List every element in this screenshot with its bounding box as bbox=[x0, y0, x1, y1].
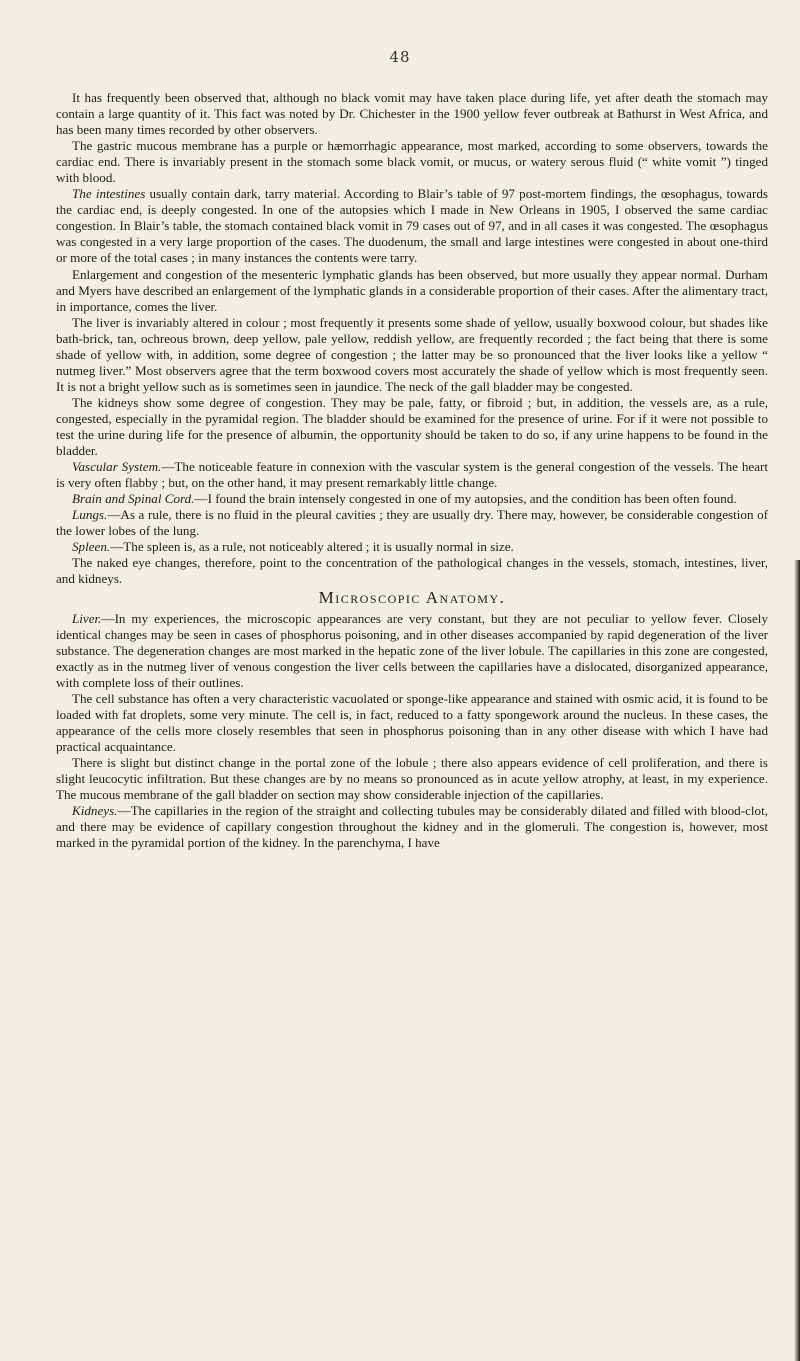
page-body bbox=[56, 90, 768, 851]
paragraph bbox=[56, 539, 768, 555]
paragraph-text: —As a rule, there is no fluid in the pleural cavities ; they are usually dry. There may, however, be considerable congestion of the lower lobes of the lung. bbox=[56, 507, 768, 539]
paragraph bbox=[56, 395, 768, 459]
page-edge-shadow bbox=[794, 560, 800, 1361]
paragraph bbox=[56, 507, 768, 539]
paragraph bbox=[56, 267, 768, 315]
paragraph-lead: Liver. bbox=[72, 610, 102, 626]
paragraph-text: The kidneys show some degree of congestion. They may be pale, fatty, or fibroid ; but, in addition, the vessels are, as a rule, congested, especially in the pyramidal region. The bladder should be examined for the presence of urine. For if it were not possible to test the urine during life for the presence of albumin, the opportunity should be taken to do so, if any urine happens to be found in the bladder. bbox=[56, 394, 768, 459]
paragraph-text: —The capillaries in the region of the straight and collecting tubules may be considerably dilated and filled with blood-clot, and there may be evidence of capillary congestion throughout the kidney and in the glomeruli. The congestion is, however, most marked in the pyramidal portion of the kidney. In the parenchyma, I have bbox=[56, 803, 768, 851]
paragraph-text: The liver is invariably altered in colour ; most frequently it presents some shade of yellow, usually boxwood colour, but shades like bath-brick, tan, ochreous brown, deep yellow, pale yellow, reddish yellow, are frequently recorded ; the fact being that there is some shade of yellow with, in addition, some degree of congestion ; the latter may be so pronounced that the liver looks like a yellow “ nutmeg liver.” Most observers agree that the term boxwood covers most accurately the shade of yellow which is most frequently seen. It is not a bright yellow such as is sometimes seen in jaundice. The neck of the gall bladder may be congested. bbox=[56, 314, 768, 394]
paragraph bbox=[56, 691, 768, 755]
paragraph-lead: Lungs. bbox=[72, 507, 108, 523]
paragraph-lead: Kidneys. bbox=[72, 803, 118, 819]
paragraph bbox=[56, 803, 768, 851]
paragraph bbox=[56, 315, 768, 395]
microscopic-anatomy-section bbox=[56, 611, 768, 852]
paragraph-lead: Spleen. bbox=[72, 539, 111, 555]
paragraph-text: usually contain dark, tarry material. According to Blair’s table of 97 post-mortem findings, the œsophagus, towards the cardiac end, is deeply congested. In one of the autopsies which I made in New Orleans in 1905, I observed the same cardiac congestion. In Blair’s table, the stomach contained black vomit in 79 cases out of 97, and in all cases it was congested. The œsophagus was congested in a very large proportion of the cases. The duodenum, the small and large intestines were congested in about one-third or more of the total cases ; in many instances the contents were tarry. bbox=[56, 186, 768, 266]
paragraph bbox=[56, 755, 768, 803]
paragraph-text: The cell substance has often a very characteristic vacuolated or sponge-like appearance and stained with osmic acid, it is found to be loaded with fat droplets, some very minute. The cell is, in fact, reduced to a fatty spongework around the nucleus. In these cases, the appearance of the cells more closely resembles that seen in phosphorus poisoning than in any other disease with which I have had practical acquaintance. bbox=[56, 690, 768, 754]
naked-eye-findings-section bbox=[56, 90, 768, 587]
paragraph-text: There is slight but distinct change in the portal zone of the lobule ; there also appears evidence of cell proliferation, and there is slight leucocytic infiltration. But these changes are by no means so pronounced as in acute yellow atrophy, at least, in my experience. The mucous membrane of the gall bladder on section may show considerable injection of the capillaries. bbox=[56, 754, 768, 803]
paragraph-text: Enlargement and congestion of the mesenteric lymphatic glands has been observed, but more usually they appear normal. Durham and Myers have described an enlargement of the lymphatic glands in a considerable proportion of their cases. After the alimentary tract, in importance, comes the liver. bbox=[56, 266, 768, 314]
paragraph-lead: Brain and Spinal Cord. bbox=[72, 491, 195, 507]
paragraph bbox=[56, 90, 768, 138]
paragraph bbox=[56, 491, 768, 507]
paragraph-lead: The intestines bbox=[72, 186, 146, 202]
page-number: 48 bbox=[389, 48, 411, 66]
paragraph-text: The naked eye changes, therefore, point to the concentration of the pathological changes in the vessels, stomach, intestines, liver, and kidneys. bbox=[56, 555, 768, 587]
paragraph bbox=[56, 138, 768, 186]
paragraph bbox=[56, 611, 768, 691]
paragraph-text: The gastric mucous membrane has a purple or hæmorrhagic appearance, most marked, according to some observers, towards the cardiac end. There is invariably present in the stomach some black vomit, or mucus, or watery serous fluid (“ white vomit ”) tinged with blood. bbox=[56, 138, 768, 186]
paragraph-text: —The spleen is, as a rule, not noticeably altered ; it is usually normal in size. bbox=[110, 539, 514, 555]
section-heading: Microscopic Anatomy. bbox=[318, 588, 506, 608]
paragraph-text: —I found the brain intensely congested in one of my autopsies, and the condition has been often found. bbox=[194, 491, 737, 507]
paragraph-lead: Vascular System. bbox=[72, 459, 162, 475]
paragraph bbox=[56, 186, 768, 266]
paragraph bbox=[56, 459, 768, 491]
paragraph-text: —The noticeable feature in connexion with the vascular system is the general congestion of the vessels. The heart is very often flabby ; but, on the other hand, it may present remarkably little change. bbox=[56, 459, 768, 491]
paragraph bbox=[56, 555, 768, 587]
paragraph-text: —In my experiences, the microscopic appearances are very constant, but they are not peculiar to yellow fever. Closely identical changes may be seen in cases of phosphorus poisoning, and in other diseases accompanied by rapid degeneration of the liver substance. The degeneration changes are most marked in the hepatic zone of the liver lobule. The capillaries in this zone are congested, exactly as in the nutmeg liver of venous congestion the liver cells between the capillaries have a dislocated, disorganized appearance, with complete loss of their outlines. bbox=[56, 610, 768, 690]
paragraph-text: It has frequently been observed that, although no black vomit may have taken place during life, yet after death the stomach may contain a large quantity of it. This fact was noted by Dr. Chichester in the 1900 yellow fever outbreak at Bathurst in West Africa, and has been many times recorded by other observers. bbox=[56, 90, 768, 138]
